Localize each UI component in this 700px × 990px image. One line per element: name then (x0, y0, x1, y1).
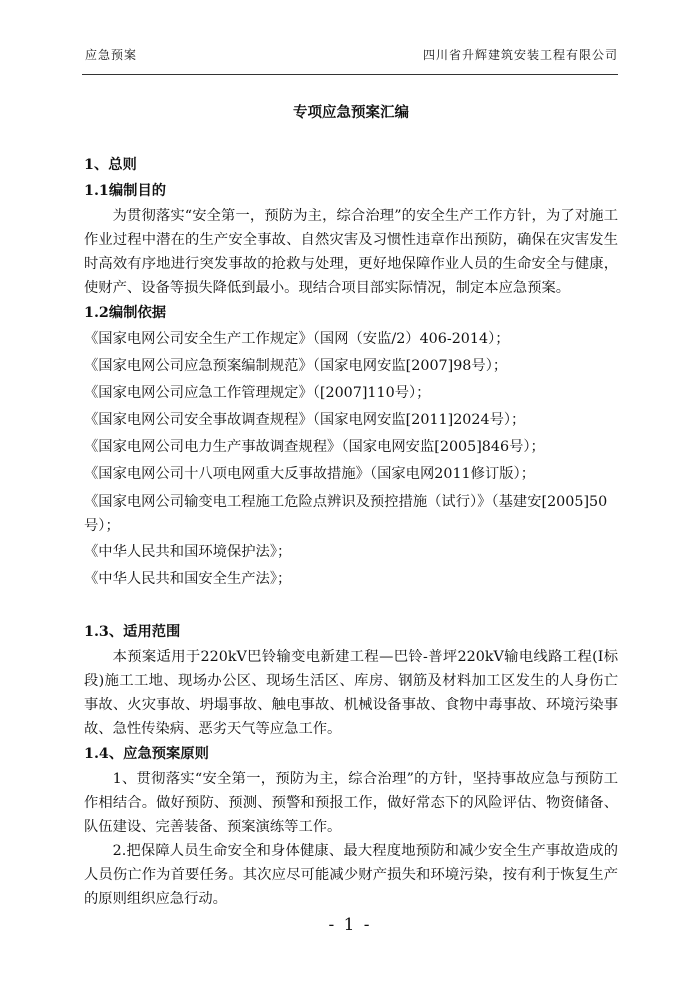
reference-item: 《国家电网公司电力生产事故调查规程》（国家电网安监[2005]846号）； (84, 439, 545, 455)
document-body (84, 103, 618, 911)
principle-paragraph-1: 1、贯彻落实“安全第一，预防为主，综合治理”的方针，坚持事故应急与预防工作相结合。做好预防、预测、预警和预报工作，做好常态下的风险评估、物资储备、队伍建设、完善装备、预案演练等工作。 (84, 771, 618, 835)
reference-item: 《国家电网公司输变电工程施工危险点辨识及预控措施（试行）》（基建安[2005]50号）； (84, 494, 608, 534)
purpose-paragraph: 为贯彻落实“安全第一，预防为主，综合治理”的安全生产工作方针，为了对施工作业过程中潜在的生产安全事故、自然灾害及习惯性违章作出预防，确保在灾害发生时高效有序地进行突发事故的抢救与处理，更好地保障作业人员的生命安全与健康，使财产、设备等损失降低到最小。现结合项目部实际情况，制定本应急预案。 (84, 208, 618, 296)
reference-item: 《国家电网公司安全生产工作规定》（国网（安监/2）406-2014）； (84, 331, 510, 347)
reference-item: 《国家电网公司十八项电网重大反事故措施》（国家电网2011修订版）； (84, 466, 535, 482)
principle-paragraph-2: 2.把保障人员生命安全和身体健康、最大程度地预防和减少安全生产事故造成的人员伤亡作为首要任务。其次应尽可能减少财产损失和环境污染，按有利于恢复生产的原则组织应急行动。 (84, 843, 618, 907)
reference-item: 《国家电网公司应急预案编制规范》（国家电网安监[2007]98号）； (84, 358, 508, 374)
reference-item: 《中华人民共和国环境保护法》； (84, 544, 292, 560)
purpose-heading: 1.1编制目的 (84, 183, 167, 199)
scope-heading: 1.3、适用范围 (84, 624, 181, 640)
reference-item: 《中华人民共和国安全生产法》； (84, 571, 292, 587)
header-divider (82, 74, 618, 75)
basis-heading: 1.2编制依据 (84, 305, 167, 321)
header-company-name: 四川省升辉建筑安装工程有限公司 (422, 48, 618, 62)
page-number: - 1 - (328, 915, 372, 935)
section-general-heading: 1、总则 (84, 157, 137, 173)
section-spacer (84, 593, 618, 619)
reference-item: 《国家电网公司应急工作管理规定》（[2007]110号）； (84, 385, 431, 401)
scope-paragraph: 本预案适用于220kV巴铃输变电新建工程—巴铃-普坪220kV输电线路工程(I标段)施工工地、现场办公区、现场生活区、库房、钢筋及材料加工区发生的人身伤亡事故、火灾事故、坍塌事故、触电事故、机械设备事故、食物中毒事故、环境污染事故、急性传染病、恶劣天气等应急工作。 (84, 649, 618, 737)
reference-item: 《国家电网公司安全事故调查规程》（国家电网安监[2011]2024号）； (84, 412, 526, 428)
principle-heading: 1.4、应急预案原则 (84, 746, 209, 762)
document-title: 专项应急预案汇编 (293, 104, 409, 121)
header-document-type: 应急预案 (85, 48, 138, 62)
